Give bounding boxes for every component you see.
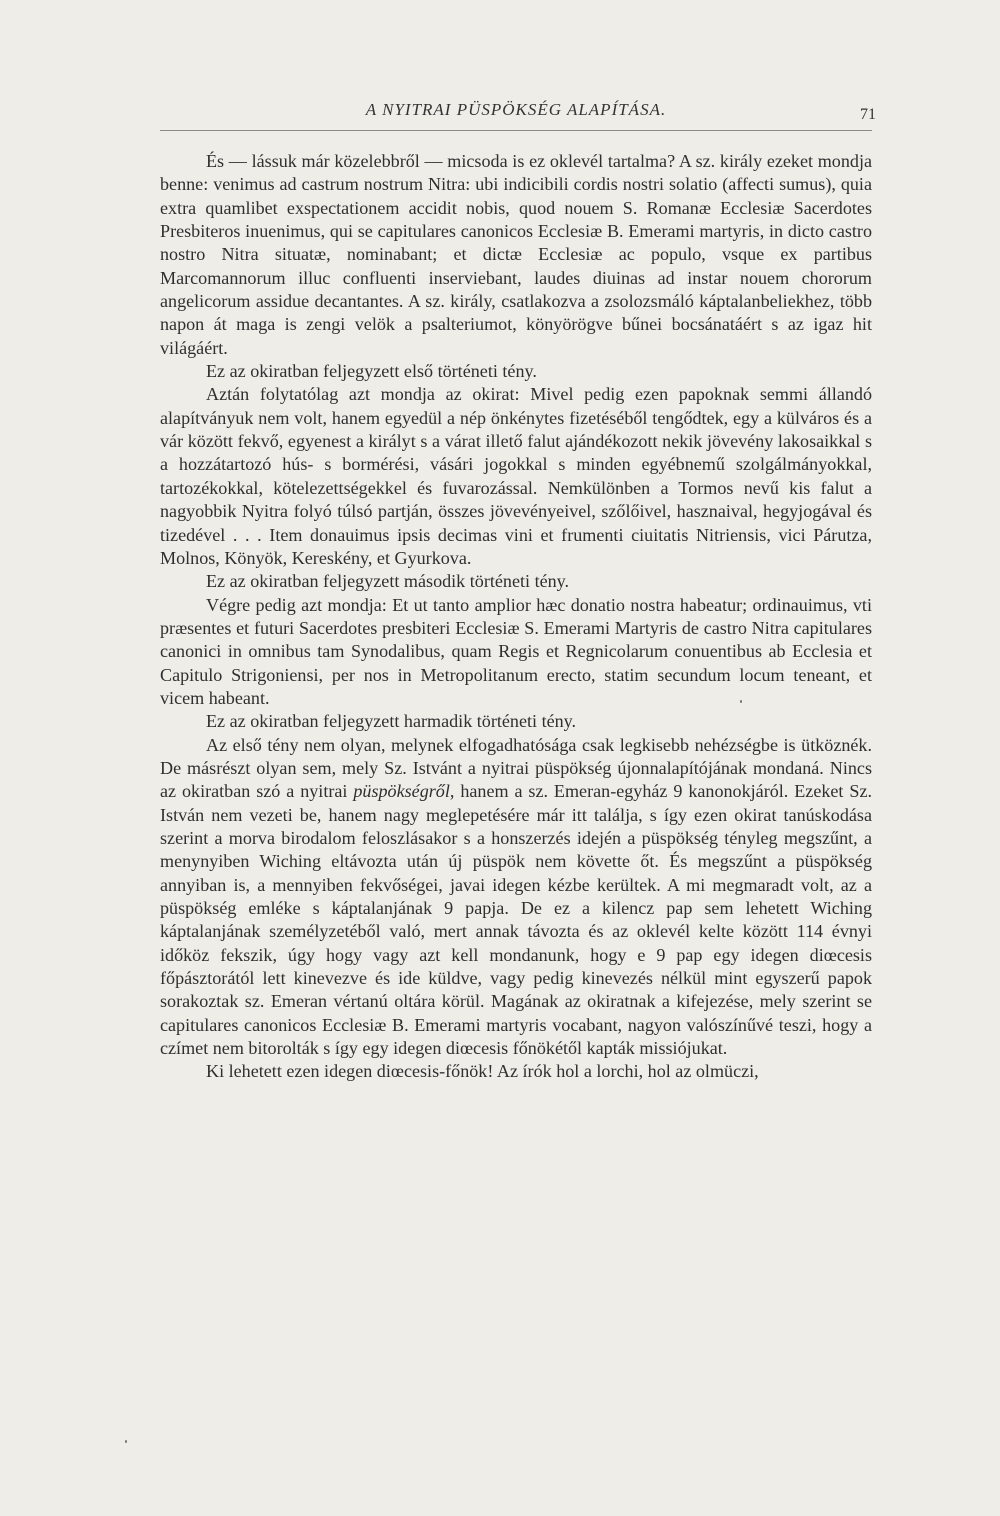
paragraph-3: Aztán folytatólag azt mondja az okirat: Mivel pedig ezen papoknak semmi állandó alapítványuk nem volt, hanem egyedül a nép önkénytes fizetéséből tengődtek, egy a külváros és a vár között fekvő, egyenest a királyt s a várat illető falut ajándékozott nekik jövevény lakosaikkal s a hozzátartozó hús- s bormérési, vásári jogokkal s minden egyébnemű szolgálmányokkal, tartozékokkal, kötelezettségekkel és fuvarozással. Nemkülönben a Tormos nevű kis falut a nagyobbik Nyitra folyó túlsó partján, összes jövevényeivel, szőlőivel, hasznaival, hegyjogával és tizedével . . . Item donauimus ipsis decimas vini et frumenti ciuitatis Nitriensis, vici Párutza, Molnos, Könyök, Kereskény, et Gyurkova. — [160, 384, 872, 568]
paragraph-1: És — lássuk már közelebbről — micsoda is ez oklevél tartalma? A sz. király ezeket mondja benne: venimus ad castrum nostrum Nitra: ubi indicibili cordis nostri solatio (affecti sumus), quia extra quamlibet exspectationem accidit nobis, quod nouem S. Romanæ Ecclesiæ Sacerdotes Presbiteros inuenimus, qui se capitulares canonicos Ecclesiæ B. Emerami martyris, in dicto castro nostro Nitra situatæ, nominabant; et dictæ Ecclesiæ ac populo, vsque ex partibus Marcomannorum illuc confluenti inserviebant, laudes diuinas ad instar nouem chororum angelicorum assidue decantantes. A sz. király, csatlakozva a zsolozsmáló káptalanbeliekhez, több napon át maga is zengi velök a psalteriumot, könyörögve bűnei bocsánatáért s az igaz hit világáért. — [160, 151, 872, 358]
paper-speck — [125, 1440, 127, 1443]
paragraph-2: Ez az okiratban feljegyzett első történeti tény. — [206, 361, 537, 382]
paper-speck — [740, 700, 742, 703]
paragraph-7 — [160, 734, 872, 1061]
page-number: 71 — [860, 106, 876, 123]
body-text — [160, 150, 872, 1084]
paragraph-7-start: Az első tény nem olyan, melynek elfogadhatósága csak legkisebb nehézségbe is ütköznék. De másrészt olyan sem, mely Sz. Istvánt a nyitrai püspökség újonnalapítójának mondaná. Nincs az okiratban szó a nyitrai — [160, 734, 872, 802]
running-title: A NYITRAI PÜSPÖKSÉG ALAPÍTÁSA. — [365, 100, 667, 119]
paragraph-7-rest: , hanem a sz. Emeran-egyház 9 kanonokjáról. Ezeket Sz. István nem vezeti be, hanem nagy meglepetésére már itt találja, s így ezen okirat tanúskodása szerint a morva birodalom feloszlásakor s a honszerzés idején a püspökség tényleg megszűnt, a menynyiben Wiching eltávozta után új püspök nem követte őt. És megszűnt a püspökség annyiban is, a mennyiben fekvőségei, javai idegen kézbe kerültek. A mi megmaradt volt, az a püspökség emléke s káptalanjának 9 papja. De ez a kilencz pap sem lehetett Wiching káptalanjának személyzetéből való, mert annak távozta és az oklevél kelte között 114 évnyi időköz fekszik, úgy hogy vagy azt kell mondanunk, hogy e 9 pap egy idegen diœcesis főpásztorától lett kinevezve és ide küldve, vagy pedig kinevezés nélkül mint egyszerű papok sorakoztak sz. Emeran vértanú oltára körül. Magának az okiratnak a kifejezése, mely szerint se capitulares canonicos Ecclesiæ B. Emerami martyris vocabant, nagyon valószínűvé teszi, hogy a czímet nem bitorolták s így egy idegen diœcesis főnökétől kapták missiójukat. — [160, 781, 872, 1059]
running-head — [160, 98, 876, 128]
italic-term: püspökségről — [353, 781, 450, 802]
paragraph-4: Ez az okiratban feljegyzett második történeti tény. — [206, 571, 570, 592]
paragraph-6: Ez az okiratban feljegyzett harmadik történeti tény. — [206, 711, 577, 732]
paragraph-5: Végre pedig azt mondja: Et ut tanto amplior hæc donatio nostra habeatur; ordinauimus, vti præsentes et futuri Sacerdotes presbiteri Ecclesiæ S. Emerami Martyris de castro Nitra capitulares canonici in omnibus tam Synodalibus, quam Regis et Regnicolarum conuentibus ab Ecclesia et Capitulo Strigoniensi, per nos in Metropolitanum erecto, statim secundum locum teneant, et vicem habeant. — [160, 594, 872, 708]
paragraph-8: Ki lehetett ezen idegen diœcesis-főnök! Az írók hol a lorchi, hol az olmüczi, — [206, 1061, 759, 1082]
header-rule — [160, 130, 872, 131]
